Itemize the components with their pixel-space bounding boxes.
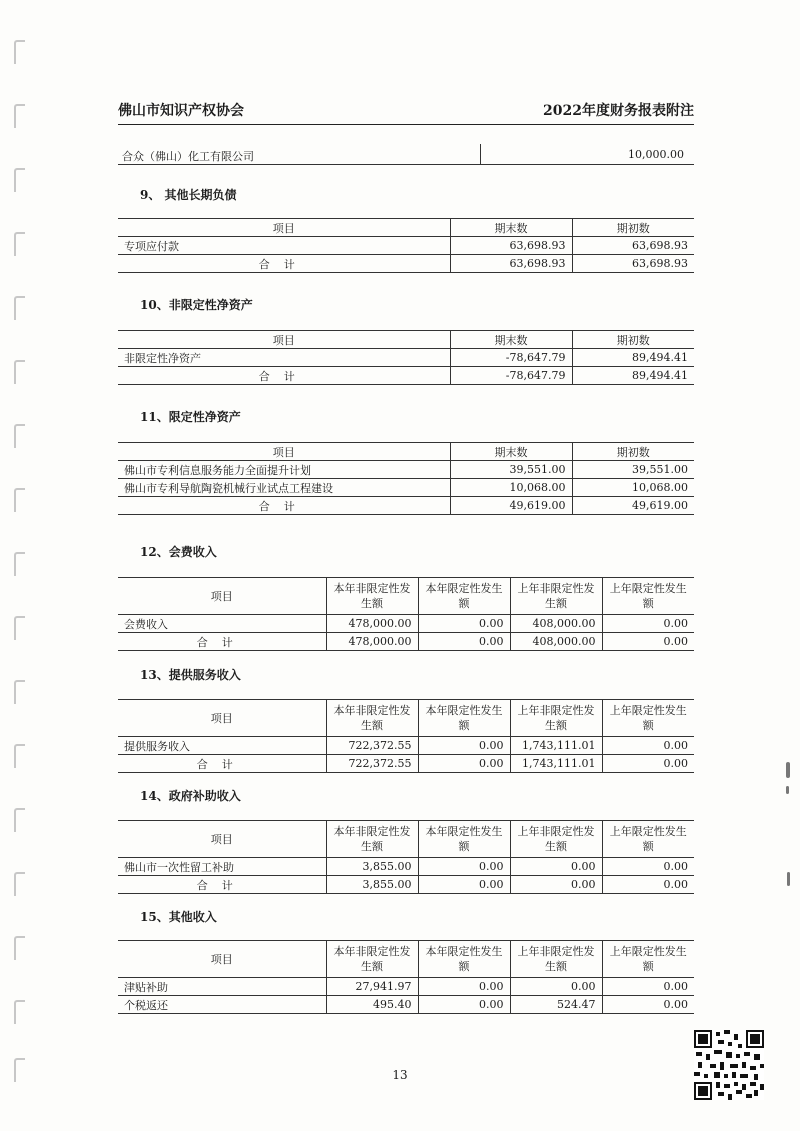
col-header: 项目 bbox=[118, 578, 326, 615]
row-value: 0.00 bbox=[418, 858, 510, 876]
table-header-row bbox=[118, 941, 694, 978]
col-header: 本年限定性发生额 bbox=[418, 700, 510, 737]
col-header: 上年非限定性发生额 bbox=[510, 700, 602, 737]
scan-mark bbox=[787, 872, 790, 886]
total-value: 0.00 bbox=[510, 876, 602, 894]
row-value: 0.00 bbox=[418, 978, 510, 996]
restricted-net-assets-table bbox=[118, 442, 694, 515]
table-header-row bbox=[118, 331, 694, 349]
col-header: 期初数 bbox=[572, 443, 694, 461]
col-header: 项目 bbox=[118, 443, 450, 461]
total-begin-value: 49,619.00 bbox=[572, 497, 694, 515]
col-header: 项目 bbox=[118, 700, 326, 737]
total-label: 合计 bbox=[118, 755, 326, 773]
total-value: 0.00 bbox=[602, 755, 694, 773]
row-begin-value: 63,698.93 bbox=[572, 237, 694, 255]
government-grant-income-table bbox=[118, 820, 694, 894]
table-header-row bbox=[118, 443, 694, 461]
col-header: 上年非限定性发生额 bbox=[510, 941, 602, 978]
col-header: 项目 bbox=[118, 331, 450, 349]
col-header: 本年非限定性发生额 bbox=[326, 578, 418, 615]
table-row bbox=[118, 461, 694, 479]
row-value: 495.40 bbox=[326, 996, 418, 1014]
row-item: 佛山市专利导航陶瓷机械行业试点工程建设 bbox=[118, 479, 450, 497]
col-header: 本年非限定性发生额 bbox=[326, 941, 418, 978]
total-value: 0.00 bbox=[602, 876, 694, 894]
table-header-row bbox=[118, 219, 694, 237]
scan-mark bbox=[786, 786, 789, 794]
row-value: 0.00 bbox=[418, 615, 510, 633]
page-header bbox=[118, 102, 694, 125]
row-end-value: -78,647.79 bbox=[450, 349, 572, 367]
total-label: 合计 bbox=[118, 497, 450, 515]
total-value: 1,743,111.01 bbox=[510, 755, 602, 773]
section-10-heading: 10、非限定性净资产 bbox=[140, 298, 253, 312]
col-header: 期末数 bbox=[450, 219, 572, 237]
page-number: 13 bbox=[392, 1068, 408, 1082]
column-divider bbox=[480, 144, 481, 164]
row-value: 0.00 bbox=[418, 996, 510, 1014]
row-end-value: 10,068.00 bbox=[450, 479, 572, 497]
col-header: 本年限定性发生额 bbox=[418, 821, 510, 858]
row-end-value: 63,698.93 bbox=[450, 237, 572, 255]
table-row bbox=[118, 978, 694, 996]
table-header-row bbox=[118, 821, 694, 858]
col-header: 上年限定性发生额 bbox=[602, 941, 694, 978]
row-item: 佛山市一次性留工补助 bbox=[118, 858, 326, 876]
other-income-table bbox=[118, 940, 694, 1014]
table-row bbox=[118, 615, 694, 633]
table-row bbox=[118, 858, 694, 876]
row-item: 个税返还 bbox=[118, 996, 326, 1014]
other-long-term-liabilities-table bbox=[118, 218, 694, 273]
col-header: 期末数 bbox=[450, 331, 572, 349]
row-value: 3,855.00 bbox=[326, 858, 418, 876]
report-title: 2022年度财务报表附注 bbox=[543, 103, 694, 119]
table-row bbox=[118, 996, 694, 1014]
table-row bbox=[118, 737, 694, 755]
row-value: 524.47 bbox=[510, 996, 602, 1014]
col-header: 上年非限定性发生额 bbox=[510, 578, 602, 615]
col-header: 项目 bbox=[118, 219, 450, 237]
row-value: 478,000.00 bbox=[326, 615, 418, 633]
row-item: 佛山市专利信息服务能力全面提升计划 bbox=[118, 461, 450, 479]
total-label: 合计 bbox=[118, 367, 450, 385]
unrestricted-net-assets-table bbox=[118, 330, 694, 385]
membership-fee-income-table bbox=[118, 577, 694, 651]
section-11-heading: 11、限定性净资产 bbox=[140, 410, 241, 424]
total-row bbox=[118, 497, 694, 515]
table-header-row bbox=[118, 700, 694, 737]
total-row bbox=[118, 633, 694, 651]
total-begin-value: 63,698.93 bbox=[572, 255, 694, 273]
total-value: 0.00 bbox=[418, 755, 510, 773]
qr-code-icon bbox=[694, 1030, 764, 1100]
section-14-heading: 14、政府补助收入 bbox=[140, 789, 241, 803]
total-value: 3,855.00 bbox=[326, 876, 418, 894]
continued-row bbox=[118, 144, 694, 165]
row-value: 0.00 bbox=[510, 858, 602, 876]
binding-holes bbox=[14, 40, 28, 1080]
service-income-table bbox=[118, 699, 694, 773]
organization-name: 佛山市知识产权协会 bbox=[118, 103, 244, 119]
section-9-heading: 9、 其他长期负债 bbox=[140, 188, 237, 202]
col-header: 上年非限定性发生额 bbox=[510, 821, 602, 858]
col-header: 项目 bbox=[118, 821, 326, 858]
row-value: 0.00 bbox=[418, 737, 510, 755]
row-item: 专项应付款 bbox=[118, 237, 450, 255]
continued-row-name: 合众（佛山）化工有限公司 bbox=[122, 150, 254, 163]
row-value: 0.00 bbox=[602, 978, 694, 996]
row-value: 0.00 bbox=[602, 996, 694, 1014]
total-value: 0.00 bbox=[418, 876, 510, 894]
row-value: 408,000.00 bbox=[510, 615, 602, 633]
table-row bbox=[118, 237, 694, 255]
section-13-heading: 13、提供服务收入 bbox=[140, 668, 241, 682]
total-value: 0.00 bbox=[602, 633, 694, 651]
total-row bbox=[118, 255, 694, 273]
scan-mark bbox=[786, 762, 790, 778]
row-end-value: 39,551.00 bbox=[450, 461, 572, 479]
total-label: 合计 bbox=[118, 876, 326, 894]
row-value: 0.00 bbox=[602, 858, 694, 876]
total-value: 408,000.00 bbox=[510, 633, 602, 651]
total-end-value: 49,619.00 bbox=[450, 497, 572, 515]
row-value: 27,941.97 bbox=[326, 978, 418, 996]
row-value: 0.00 bbox=[602, 737, 694, 755]
continued-row-value: 10,000.00 bbox=[628, 148, 684, 161]
col-header: 本年限定性发生额 bbox=[418, 578, 510, 615]
total-value: 0.00 bbox=[418, 633, 510, 651]
total-end-value: 63,698.93 bbox=[450, 255, 572, 273]
row-item: 会费收入 bbox=[118, 615, 326, 633]
total-value: 478,000.00 bbox=[326, 633, 418, 651]
row-begin-value: 10,068.00 bbox=[572, 479, 694, 497]
total-begin-value: 89,494.41 bbox=[572, 367, 694, 385]
total-value: 722,372.55 bbox=[326, 755, 418, 773]
col-header: 本年非限定性发生额 bbox=[326, 821, 418, 858]
section-15-heading: 15、其他收入 bbox=[140, 910, 217, 924]
table-header-row bbox=[118, 578, 694, 615]
row-value: 722,372.55 bbox=[326, 737, 418, 755]
col-header: 项目 bbox=[118, 941, 326, 978]
row-begin-value: 39,551.00 bbox=[572, 461, 694, 479]
col-header: 上年限定性发生额 bbox=[602, 700, 694, 737]
row-item: 非限定性净资产 bbox=[118, 349, 450, 367]
row-value: 1,743,111.01 bbox=[510, 737, 602, 755]
table-row bbox=[118, 479, 694, 497]
total-label: 合计 bbox=[118, 633, 326, 651]
total-end-value: -78,647.79 bbox=[450, 367, 572, 385]
col-header: 本年非限定性发生额 bbox=[326, 700, 418, 737]
total-row bbox=[118, 876, 694, 894]
col-header: 期末数 bbox=[450, 443, 572, 461]
section-12-heading: 12、会费收入 bbox=[140, 545, 217, 559]
total-row bbox=[118, 755, 694, 773]
row-value: 0.00 bbox=[602, 615, 694, 633]
col-header: 上年限定性发生额 bbox=[602, 578, 694, 615]
col-header: 期初数 bbox=[572, 219, 694, 237]
total-label: 合计 bbox=[118, 255, 450, 273]
total-row bbox=[118, 367, 694, 385]
row-value: 0.00 bbox=[510, 978, 602, 996]
row-item: 提供服务收入 bbox=[118, 737, 326, 755]
row-item: 津贴补助 bbox=[118, 978, 326, 996]
row-begin-value: 89,494.41 bbox=[572, 349, 694, 367]
table-row bbox=[118, 349, 694, 367]
col-header: 本年限定性发生额 bbox=[418, 941, 510, 978]
col-header: 上年限定性发生额 bbox=[602, 821, 694, 858]
col-header: 期初数 bbox=[572, 331, 694, 349]
